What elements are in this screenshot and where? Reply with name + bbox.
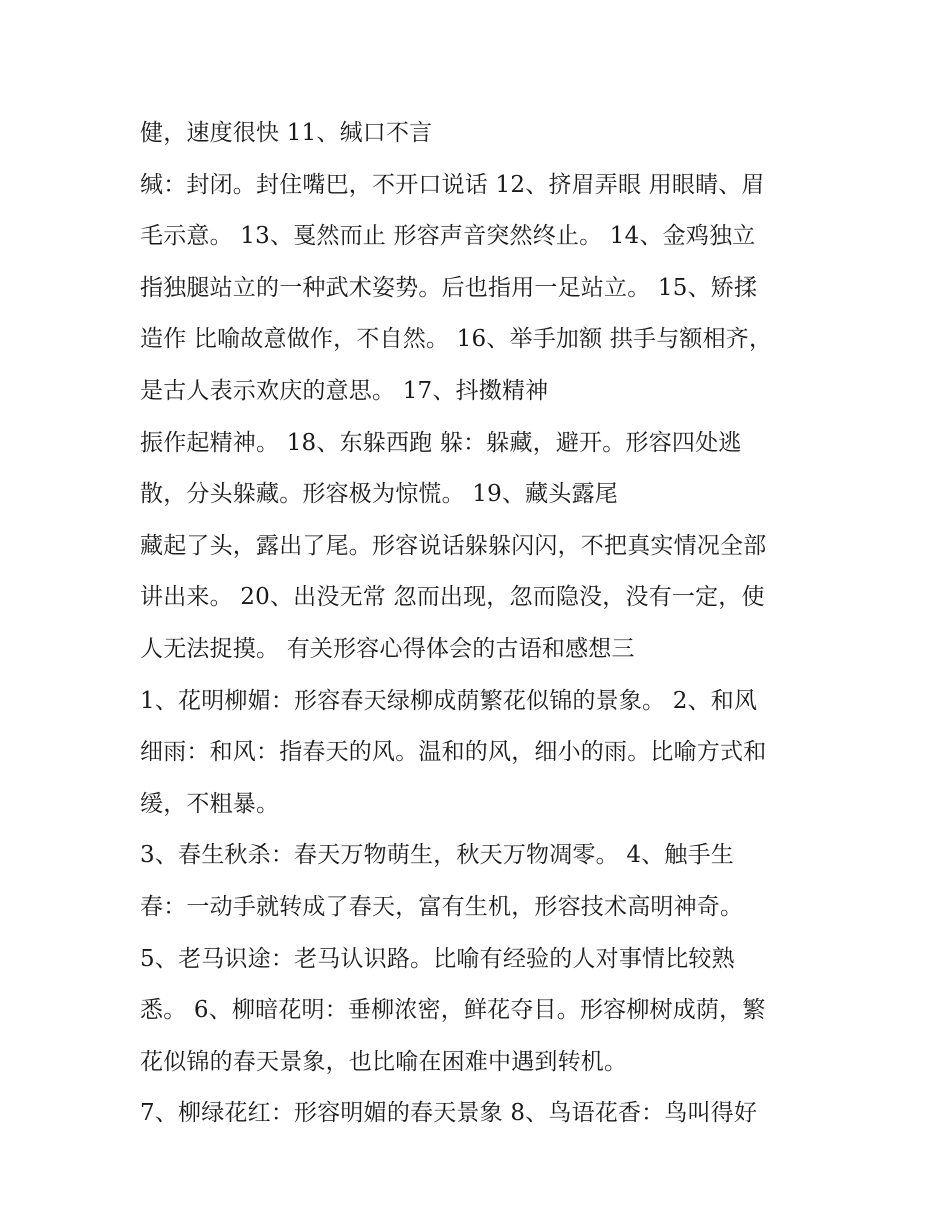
text-line: 1、花明柳媚：形容春天绿柳成荫繁花似锦的景象。 2、和风: [140, 687, 758, 714]
text-line: 藏起了头，露出了尾。形容说话躲躲闪闪，不把真实情况全部: [140, 532, 767, 559]
text-line: 指独腿站立的一种武术姿势。后也指用一足站立。 15、矫揉: [140, 274, 758, 301]
text-line: 人无法捉摸。 有关形容心得体会的古语和感想三: [140, 635, 635, 662]
text-line: 健，速度很快 11、缄口不言: [140, 120, 433, 146]
text-line: 振作起精神。 18、东躲西跑 躲：躲藏，避开。形容四处逃: [140, 429, 742, 456]
text-line: 散，分头躲藏。形容极为惊慌。 19、藏头露尾: [140, 481, 618, 508]
text-line: 悉。 6、柳暗花明：垂柳浓密，鲜花夺目。形容柳树成荫，繁: [140, 997, 766, 1024]
text-line: 缄：封闭。封住嘴巴，不开口说话 12、挤眉弄眼 用眼睛、眉: [140, 171, 765, 198]
text-line: 花似锦的春天景象，也比喻在困难中遇到转机。: [140, 1048, 628, 1075]
text-line: 毛示意。 13、戛然而止 形容声音突然终止。 14、金鸡独立: [140, 223, 756, 250]
text-line: 讲出来。 20、出没无常 忽而出现，忽而隐没，没有一定，使: [140, 584, 765, 611]
text-line: 细雨：和风：指春天的风。温和的风，细小的雨。比喻方式和: [140, 739, 767, 766]
text-line: 3、春生秋杀：春天万物萌生，秋天万物凋零。 4、触手生: [140, 842, 734, 869]
body-text: [140, 108, 830, 1140]
text-line: 5、老马识途：老马认识路。比喻有经验的人对事情比较熟: [140, 945, 735, 972]
text-line: 缓，不粗暴。: [140, 790, 280, 817]
text-line: 7、柳绿花红：形容明媚的春天景象 8、鸟语花香：鸟叫得好: [140, 1100, 758, 1127]
text-line: 是古人表示欢庆的意思。 17、抖擞精神: [140, 377, 549, 404]
text-line: 造作 比喻故意做作，不自然。 16、举手加额 拱手与额相齐，: [140, 326, 773, 353]
text-line: 春：一动手就转成了春天，富有生机，形容技术高明神奇。: [140, 893, 744, 920]
